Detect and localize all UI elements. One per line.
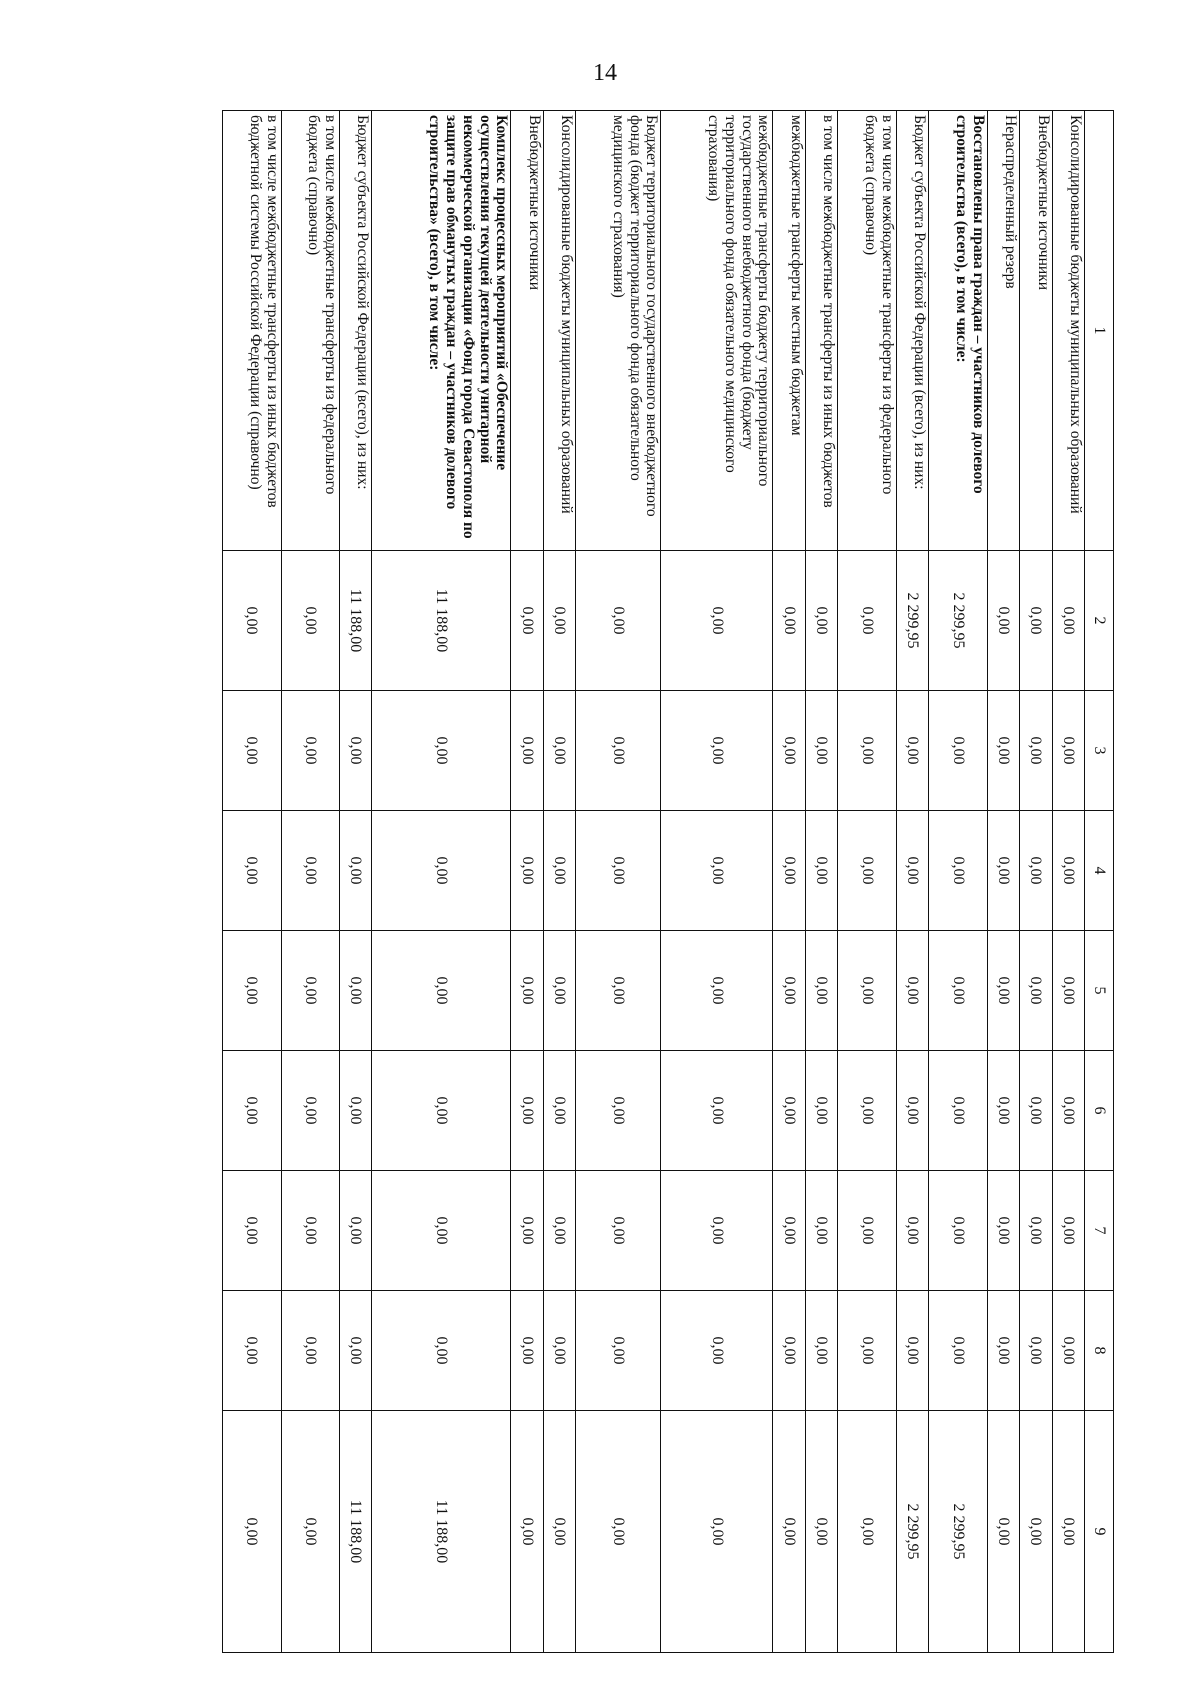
row-label: межбюджетные трансферты местным бюджетам (773, 111, 805, 551)
page-number: 14 (593, 60, 617, 86)
value-cell: 0,00 (511, 1411, 543, 1653)
value-cell: 0,00 (1052, 1411, 1084, 1653)
value-cell: 0,00 (511, 691, 543, 811)
value-cell: 0,00 (773, 551, 805, 691)
value-cell: 0,00 (281, 931, 339, 1051)
value-cell: 0,00 (929, 811, 987, 931)
value-cell: 0,00 (805, 1291, 837, 1411)
value-cell: 0,00 (223, 1171, 282, 1291)
column-header: 4 (1085, 811, 1114, 931)
value-cell: 2 299,95 (929, 551, 987, 691)
table-header-row (1085, 111, 1114, 1653)
value-cell: 0,00 (281, 1171, 339, 1291)
value-cell: 0,00 (896, 1051, 928, 1171)
value-cell: 0,00 (838, 1291, 896, 1411)
value-cell: 0,00 (773, 691, 805, 811)
value-cell: 0,00 (372, 811, 511, 931)
value-cell: 2 299,95 (896, 551, 928, 691)
value-cell: 0,00 (929, 1051, 987, 1171)
table-row (929, 111, 987, 1653)
value-cell: 0,00 (1052, 691, 1084, 811)
value-cell: 0,00 (281, 1051, 339, 1171)
value-cell: 0,00 (661, 691, 773, 811)
value-cell: 0,00 (511, 1171, 543, 1291)
value-cell: 0,00 (372, 1291, 511, 1411)
value-cell: 0,00 (929, 931, 987, 1051)
value-cell: 0,00 (896, 1291, 928, 1411)
value-cell: 0,00 (773, 1171, 805, 1291)
table-row (372, 111, 511, 1653)
value-cell: 0,00 (339, 931, 371, 1051)
value-cell: 0,00 (1020, 1051, 1052, 1171)
value-cell: 0,00 (1052, 1291, 1084, 1411)
value-cell: 0,00 (576, 1171, 661, 1291)
value-cell: 2 299,95 (896, 1411, 928, 1653)
value-cell: 0,00 (987, 931, 1019, 1051)
value-cell: 0,00 (223, 551, 282, 691)
value-cell: 0,00 (773, 1051, 805, 1171)
value-cell: 11 188,00 (372, 1411, 511, 1653)
value-cell: 0,00 (896, 931, 928, 1051)
value-cell: 0,00 (661, 811, 773, 931)
value-cell: 0,00 (896, 811, 928, 931)
value-cell: 0,00 (576, 1051, 661, 1171)
table-row (805, 111, 837, 1653)
row-label: в том числе межбюджетные трансферты из федерального бюджета (справочно) (838, 111, 896, 551)
value-cell: 0,00 (576, 551, 661, 691)
value-cell: 0,00 (511, 1291, 543, 1411)
row-label: Комплекс процессных мероприятий «Обеспечение осуществления текущей деятельности унитарной некоммерческой организации «Фонд города Севастополя по защите прав обманутых граждан – участников долевого строительства» (всего), в том числе: (372, 111, 511, 551)
column-header: 9 (1085, 1411, 1114, 1653)
table-row (661, 111, 773, 1653)
value-cell: 0,00 (987, 1291, 1019, 1411)
value-cell: 0,00 (1020, 1411, 1052, 1653)
table-row (838, 111, 896, 1653)
value-cell: 0,00 (896, 691, 928, 811)
value-cell: 0,00 (805, 931, 837, 1051)
column-header: 3 (1085, 691, 1114, 811)
value-cell: 0,00 (838, 551, 896, 691)
value-cell: 0,00 (339, 1051, 371, 1171)
value-cell: 0,00 (511, 931, 543, 1051)
value-cell: 0,00 (372, 1051, 511, 1171)
row-label: Внебюджетные источники (511, 111, 543, 551)
value-cell: 0,00 (223, 931, 282, 1051)
table-row (339, 111, 371, 1653)
value-cell: 0,00 (838, 811, 896, 931)
value-cell: 0,00 (576, 691, 661, 811)
value-cell: 0,00 (576, 811, 661, 931)
value-cell: 0,00 (838, 691, 896, 811)
row-label: в том числе межбюджетные трансферты из иных бюджетов бюджетной системы Российской Федерации (справочно) (223, 111, 282, 551)
row-label: Бюджет субъекта Российской Федерации (всего), из них: (339, 111, 371, 551)
value-cell: 0,00 (339, 1171, 371, 1291)
value-cell: 0,00 (987, 691, 1019, 811)
value-cell: 0,00 (1020, 1291, 1052, 1411)
value-cell: 0,00 (661, 1171, 773, 1291)
row-label: в том числе межбюджетные трансферты из федерального бюджета (справочно) (281, 111, 339, 551)
value-cell: 0,00 (576, 931, 661, 1051)
value-cell: 0,00 (929, 1171, 987, 1291)
value-cell: 11 188,00 (339, 551, 371, 691)
row-label: Бюджет территориального государственного внебюджетного фонда (бюджет территориального фонда обязательного медицинского страхования) (576, 111, 661, 551)
column-header: 7 (1085, 1171, 1114, 1291)
value-cell: 0,00 (661, 1051, 773, 1171)
table-row (281, 111, 339, 1653)
value-cell: 0,00 (805, 1051, 837, 1171)
table-row (223, 111, 282, 1653)
column-header: 6 (1085, 1051, 1114, 1171)
table-row (511, 111, 543, 1653)
table-row (987, 111, 1019, 1653)
value-cell: 0,00 (1020, 811, 1052, 931)
column-header: 5 (1085, 931, 1114, 1051)
value-cell: 0,00 (281, 1291, 339, 1411)
value-cell: 0,00 (987, 811, 1019, 931)
value-cell: 0,00 (223, 811, 282, 931)
value-cell: 0,00 (773, 931, 805, 1051)
row-label: Нераспределенный резерв (987, 111, 1019, 551)
value-cell: 0,00 (838, 1051, 896, 1171)
value-cell: 0,00 (223, 1291, 282, 1411)
value-cell: 0,00 (805, 691, 837, 811)
row-label: Внебюджетные источники (1020, 111, 1052, 551)
value-cell: 0,00 (661, 1291, 773, 1411)
value-cell: 0,00 (1020, 931, 1052, 1051)
value-cell: 0,00 (511, 1051, 543, 1171)
column-header: 1 (1085, 111, 1114, 551)
value-cell: 0,00 (661, 931, 773, 1051)
value-cell: 0,00 (1052, 811, 1084, 931)
value-cell: 0,00 (543, 1171, 575, 1291)
value-cell: 0,00 (543, 1291, 575, 1411)
table-row (896, 111, 928, 1653)
value-cell: 0,00 (223, 1051, 282, 1171)
value-cell: 0,00 (543, 931, 575, 1051)
value-cell: 0,00 (987, 551, 1019, 691)
value-cell: 0,00 (372, 691, 511, 811)
column-header: 8 (1085, 1291, 1114, 1411)
value-cell: 0,00 (929, 691, 987, 811)
value-cell: 11 188,00 (372, 551, 511, 691)
table-row (543, 111, 575, 1653)
value-cell: 0,00 (1052, 931, 1084, 1051)
table-row (773, 111, 805, 1653)
value-cell: 0,00 (576, 1291, 661, 1411)
value-cell: 0,00 (661, 1411, 773, 1653)
value-cell: 0,00 (543, 811, 575, 931)
row-label: Консолидированные бюджеты муниципальных образований (543, 111, 575, 551)
row-label: Восстановлены права граждан – участников долевого строительства (всего), в том числе: (929, 111, 987, 551)
value-cell: 0,00 (773, 1291, 805, 1411)
row-label: в том числе межбюджетные трансферты из иных бюджетов (805, 111, 837, 551)
value-cell: 0,00 (1052, 1051, 1084, 1171)
row-label: межбюджетные трансферты бюджету территориального государственного внебюджетного фонда (бюджету территориального фонда обязательного медицинского страхования) (661, 111, 773, 551)
row-label: Консолидированные бюджеты муниципальных образований (1052, 111, 1084, 551)
value-cell: 0,00 (223, 691, 282, 811)
value-cell: 0,00 (223, 1411, 282, 1653)
value-cell: 0,00 (805, 811, 837, 931)
value-cell: 0,00 (987, 1411, 1019, 1653)
value-cell: 0,00 (339, 1291, 371, 1411)
value-cell: 0,00 (281, 691, 339, 811)
table-body (223, 111, 1085, 1653)
column-header: 2 (1085, 551, 1114, 691)
table-row (576, 111, 661, 1653)
value-cell: 0,00 (838, 931, 896, 1051)
value-cell: 0,00 (773, 811, 805, 931)
table-row (1020, 111, 1052, 1653)
row-label: Бюджет субъекта Российской Федерации (всего), из них: (896, 111, 928, 551)
value-cell: 0,00 (543, 551, 575, 691)
value-cell: 0,00 (281, 811, 339, 931)
value-cell: 0,00 (1052, 1171, 1084, 1291)
value-cell: 11 188,00 (339, 1411, 371, 1653)
value-cell: 0,00 (1020, 691, 1052, 811)
value-cell: 0,00 (838, 1171, 896, 1291)
value-cell: 0,00 (1052, 551, 1084, 691)
value-cell: 0,00 (281, 551, 339, 691)
value-cell: 0,00 (805, 551, 837, 691)
value-cell: 0,00 (805, 1171, 837, 1291)
table-row (1052, 111, 1084, 1653)
value-cell: 0,00 (1020, 1171, 1052, 1291)
value-cell: 0,00 (281, 1411, 339, 1653)
value-cell: 0,00 (543, 691, 575, 811)
value-cell: 0,00 (543, 1051, 575, 1171)
value-cell: 0,00 (661, 551, 773, 691)
value-cell: 0,00 (339, 691, 371, 811)
budget-table (222, 110, 1114, 1653)
value-cell: 0,00 (929, 1291, 987, 1411)
value-cell: 0,00 (372, 931, 511, 1051)
rotated-table-container (222, 110, 1114, 1652)
value-cell: 0,00 (987, 1171, 1019, 1291)
value-cell: 0,00 (543, 1411, 575, 1653)
value-cell: 0,00 (372, 1171, 511, 1291)
value-cell: 0,00 (511, 811, 543, 931)
value-cell: 0,00 (511, 551, 543, 691)
value-cell: 0,00 (576, 1411, 661, 1653)
value-cell: 0,00 (838, 1411, 896, 1653)
value-cell: 0,00 (773, 1411, 805, 1653)
value-cell: 0,00 (339, 811, 371, 931)
value-cell: 0,00 (1020, 551, 1052, 691)
value-cell: 0,00 (987, 1051, 1019, 1171)
value-cell: 0,00 (805, 1411, 837, 1653)
value-cell: 2 299,95 (929, 1411, 987, 1653)
value-cell: 0,00 (896, 1171, 928, 1291)
